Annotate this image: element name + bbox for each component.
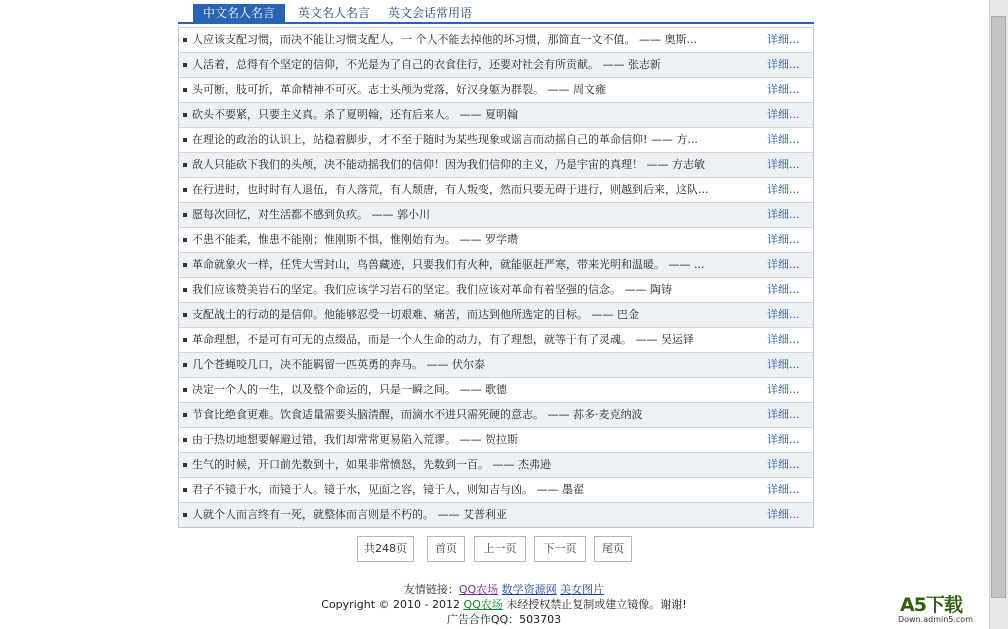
tab-english-quotes[interactable]: 英文名人名言 (298, 6, 371, 20)
quote-row (179, 502, 813, 527)
next-page-button[interactable]: 下一页 (534, 536, 586, 562)
bullet-icon (183, 388, 187, 392)
quote-row (179, 477, 813, 502)
quote-text[interactable]: 我们应该赞美岩石的坚定。我们应该学习岩石的坚定。我们应该对革命有着坚强的信念。 —— 陶铸 (192, 283, 672, 296)
details-link[interactable]: 详细... (767, 508, 800, 521)
details-link[interactable]: 详细... (767, 108, 800, 121)
quote-text[interactable]: 在行进时，也时时有人退伍，有人落荒，有人颓唐，有人叛变，然而只要无碍于进行，则越到后来，这队... (192, 183, 709, 196)
quote-row (179, 52, 813, 77)
quote-row (179, 227, 813, 252)
bullet-icon (183, 188, 187, 192)
quote-text[interactable]: 人活着，总得有个坚定的信仰，不光是为了自己的衣食住行，还要对社会有所贡献。 —— 张志新 (192, 58, 661, 71)
details-link[interactable]: 详细... (767, 383, 800, 396)
watermark-logo (898, 594, 973, 625)
friend-link-qq-farm[interactable]: QQ农场 (458, 583, 499, 596)
quote-row (179, 277, 813, 302)
quote-row (179, 377, 813, 402)
quote-list (178, 27, 814, 528)
quote-text[interactable]: 君子不镜于水，而镜于人。镜于水，见面之容，镜于人，则知吉与凶。 —— 墨翟 (192, 483, 584, 496)
vertical-scrollbar[interactable] (989, 0, 1008, 629)
quote-row (179, 452, 813, 477)
quote-text[interactable]: 革命就象火一样，任凭大雪封山，鸟兽藏迹，只要我们有火种，就能驱赶严寒，带来光明和温暖。 —— ... (192, 258, 705, 271)
bullet-icon (183, 213, 187, 217)
copyright-line (0, 597, 1008, 612)
quote-text[interactable]: 由于热切地想要解避过错，我们却常常更易陷入荒谬。 —— 贺拉斯 (192, 433, 518, 446)
bullet-icon (183, 88, 187, 92)
copyright-text: Copyright © 2010 - 2012 (321, 598, 460, 611)
details-link[interactable]: 详细... (767, 483, 800, 496)
bullet-icon (183, 413, 187, 417)
copyright-notice: 未经授权禁止复制或建立镜像。谢谢! (506, 598, 687, 611)
quote-text[interactable]: 决定一个人的一生，以及整个命运的，只是一瞬之间。 —— 歌德 (192, 383, 507, 396)
bullet-icon (183, 238, 187, 242)
quote-text[interactable]: 砍头不要紧，只要主义真。杀了夏明翰，还有后来人。 —— 夏明翰 (192, 108, 518, 121)
quote-row (179, 202, 813, 227)
page-count: 共248页 (357, 536, 414, 562)
bullet-icon (183, 363, 187, 367)
quote-text[interactable]: 生气的时候，开口前先数到十，如果非常愤怒，先数到一百。 —— 杰弗逊 (192, 458, 551, 471)
details-link[interactable]: 详细... (767, 258, 800, 271)
bullet-icon (183, 488, 187, 492)
details-link[interactable]: 详细... (767, 133, 800, 146)
copyright-link[interactable]: QQ农场 (463, 598, 503, 611)
bullet-icon (183, 513, 187, 517)
last-page-button[interactable]: 尾页 (594, 536, 632, 562)
bullet-icon (183, 63, 187, 67)
quote-text[interactable]: 人应该支配习惯，而决不能让习惯支配人，一 个人不能去掉他的坏习惯，那简直一文不值。 —— 奥斯... (192, 33, 697, 46)
bullet-icon (183, 38, 187, 42)
quote-text[interactable]: 革命理想，不是可有可无的点缀品，而是一个人生命的动力，有了理想，就等于有了灵魂。 —— 吴运铎 (192, 333, 694, 346)
quote-text[interactable]: 不患不能柔，惟患不能刚；惟刚斯不惧，惟刚始有为。 —— 罗学瓒 (192, 233, 518, 246)
details-link[interactable]: 详细... (767, 333, 800, 346)
quote-row (179, 77, 813, 102)
details-link[interactable]: 详细... (767, 233, 800, 246)
watermark-title: A5下载 (900, 594, 962, 616)
bullet-icon (183, 438, 187, 442)
friend-link-pictures[interactable]: 美女图片 (560, 583, 605, 596)
quote-row (179, 402, 813, 427)
bullet-icon (183, 313, 187, 317)
friend-links-label: 友情链接： (403, 583, 459, 596)
tab-chinese-quotes[interactable]: 中文名人名言 (193, 4, 285, 22)
quote-text[interactable]: 头可断，肢可折，革命精神不可灭。志士头颅为党落，好汉身躯为群裂。 —— 周文雍 (192, 83, 606, 96)
quote-row (179, 252, 813, 277)
prev-page-button[interactable]: 上一页 (474, 536, 526, 562)
footer (0, 582, 1008, 627)
quote-text[interactable]: 敌人只能砍下我们的头颅，决不能动摇我们的信仰！因为我们信仰的主义，乃是宇宙的真理！ —— 方志敏 (192, 158, 705, 171)
bullet-icon (183, 338, 187, 342)
bullet-icon (183, 163, 187, 167)
quote-text[interactable]: 愿每次回忆，对生活都不感到负疚。 —— 郭小川 (192, 208, 430, 221)
tab-bar (178, 4, 814, 24)
quote-row (179, 177, 813, 202)
bullet-icon (183, 113, 187, 117)
quote-text[interactable]: 在理论的政治的认识上，站稳着脚步，才不至于随时为某些现象或谣言而动摇自己的革命信仰! —— 方... (192, 133, 698, 146)
details-link[interactable]: 详细... (767, 158, 800, 171)
quote-text[interactable]: 几个苍蝇咬几口，决不能羁留一匹英勇的奔马。 —— 伏尔泰 (192, 358, 485, 371)
details-link[interactable]: 详细... (767, 408, 800, 421)
bullet-icon (183, 138, 187, 142)
ad-contact: 广告合作QQ：503703 (446, 613, 562, 626)
quote-text[interactable]: 支配战士的行动的是信仰。他能够忍受一切艰难、痛苦，而达到他所选定的目标。 —— 巴金 (192, 308, 639, 321)
details-link[interactable]: 详细... (767, 433, 800, 446)
watermark-url: Down.admin5.com (898, 615, 973, 624)
details-link[interactable]: 详细... (767, 208, 800, 221)
details-link[interactable]: 详细... (767, 308, 800, 321)
details-link[interactable]: 详细... (767, 458, 800, 471)
quote-text[interactable]: 节食比绝食更难。饮食适量需要头脑清醒，而滴水不进只需死硬的意志。 —— 荪多·麦克纳波 (192, 408, 643, 421)
bullet-icon (183, 463, 187, 467)
friend-links (0, 582, 1008, 597)
quote-row (179, 27, 813, 52)
first-page-button[interactable]: 首页 (427, 536, 465, 562)
quote-text[interactable]: 人就个人而言终有一死，就整体而言则是不朽的。 —— 艾普利亚 (192, 508, 507, 521)
quote-row (179, 302, 813, 327)
details-link[interactable]: 详细... (767, 358, 800, 371)
bullet-icon (183, 263, 187, 267)
content-wrapper (178, 4, 814, 528)
bullet-icon (183, 288, 187, 292)
quote-row (179, 427, 813, 452)
details-link[interactable]: 详细... (767, 33, 800, 46)
scrollbar-thumb[interactable] (991, 16, 1006, 598)
quote-row (179, 127, 813, 152)
friend-link-math-resources[interactable]: 数学资源网 (501, 583, 557, 596)
quote-row (179, 102, 813, 127)
details-link[interactable]: 详细... (767, 58, 800, 71)
tab-english-conversation[interactable]: 英文会话常用语 (388, 6, 473, 20)
details-link[interactable]: 详细... (767, 83, 800, 96)
details-link[interactable]: 详细... (767, 183, 800, 196)
quote-row (179, 152, 813, 177)
quote-row (179, 327, 813, 352)
details-link[interactable]: 详细... (767, 283, 800, 296)
quote-row (179, 352, 813, 377)
